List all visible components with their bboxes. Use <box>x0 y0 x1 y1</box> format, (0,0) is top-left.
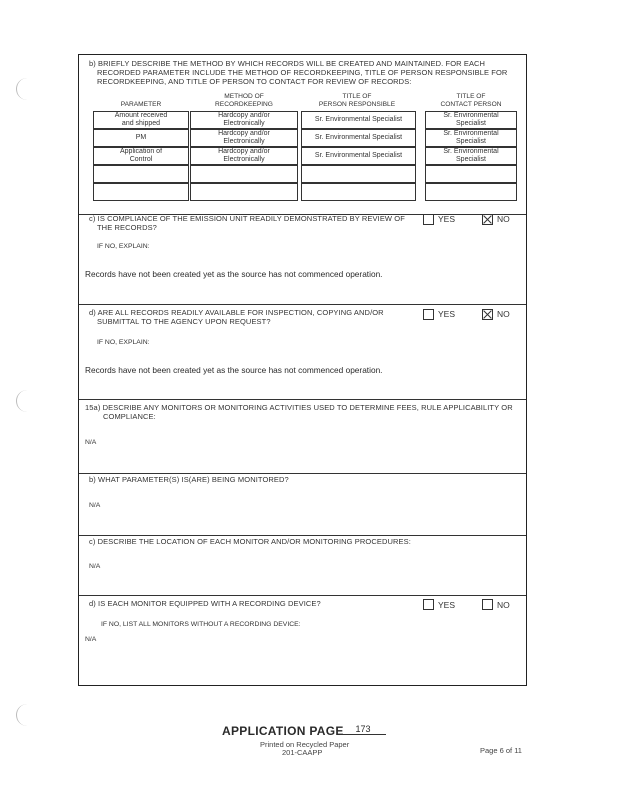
footer-page-number: 173 <box>340 724 386 735</box>
section-d-explain-label: IF NO, EXPLAIN: <box>97 339 150 346</box>
section-15d-list-label: IF NO, LIST ALL MONITORS WITHOUT A RECORDING DEVICE: <box>101 621 301 628</box>
section-15d-yes-label: YES <box>438 600 456 610</box>
section-c-question-line-2: THE RECORDS? <box>97 223 157 232</box>
footer-form-id: 201-CAAPP <box>282 748 323 757</box>
section-c-question-line-1: c) IS COMPLIANCE OF THE EMISSION UNIT READILY DEMONSTRATED BY REVIEW OF <box>89 214 405 223</box>
section-15a-answer[interactable]: N/A <box>85 439 97 446</box>
table-cell-empty[interactable] <box>93 165 189 183</box>
section-15b-answer[interactable]: N/A <box>89 502 101 509</box>
section-divider <box>79 535 526 536</box>
section-15d-answer[interactable]: N/A <box>85 636 97 643</box>
table-cell-empty[interactable] <box>301 165 416 183</box>
section-15b-question: b) WHAT PARAMETER(S) IS(ARE) BEING MONITORED? <box>89 475 289 484</box>
recordkeeping-form <box>78 54 527 686</box>
cell-text: Amount received <box>114 112 168 119</box>
cell-text: Sr. Environmental <box>443 148 499 155</box>
footer-page-of: Page 6 of 11 <box>480 746 522 755</box>
binder-hole-mark <box>16 704 31 726</box>
table-cell-parameter[interactable] <box>93 111 189 129</box>
section-c-explain-label: IF NO, EXPLAIN: <box>97 243 150 250</box>
cell-text: Electronically <box>223 120 265 127</box>
section-b-question-line-2: RECORDED PARAMETER INCLUDE THE METHOD OF RECORDKEEPING, TITLE OF PERSON RESPONSIBLE FOR <box>97 68 508 77</box>
cell-text: Hardcopy and/or <box>218 130 270 137</box>
section-15c-answer[interactable]: N/A <box>89 563 101 570</box>
table-cell-responsible[interactable] <box>301 129 416 147</box>
header-method-line-1: METHOD OF <box>224 93 264 100</box>
header-method-line-2: RECORDKEEPING <box>215 101 273 108</box>
cell-text: Sr. Environmental Specialist <box>314 116 403 123</box>
header-contact-line-2: CONTACT PERSON <box>440 101 502 108</box>
table-cell-responsible[interactable] <box>301 111 416 129</box>
binder-hole-mark <box>16 78 31 100</box>
section-d-yes-label: YES <box>438 309 456 319</box>
cell-text: Specialist <box>456 138 486 145</box>
section-d-question-line-1: d) ARE ALL RECORDS READILY AVAILABLE FOR INSPECTION, COPYING AND/OR <box>89 308 384 317</box>
section-15d-no-label: NO <box>497 600 510 610</box>
table-cell-contact[interactable] <box>425 111 517 129</box>
section-d-yes-checkbox[interactable] <box>423 309 434 320</box>
cell-text: Sr. Environmental Specialist <box>314 134 403 141</box>
section-15a-question-line-2: COMPLIANCE: <box>103 412 156 421</box>
binder-hole-mark <box>16 390 31 412</box>
cell-text: Sr. Environmental <box>443 130 499 137</box>
section-b-question-line-1: b) BRIEFLY DESCRIBE THE METHOD BY WHICH RECORDS WILL BE CREATED AND MAINTAINED. FOR EACH <box>89 59 486 68</box>
cell-text: Electronically <box>223 156 265 163</box>
table-cell-parameter[interactable] <box>93 147 189 165</box>
section-d-no-checkbox[interactable] <box>482 309 493 320</box>
cell-text: Specialist <box>456 156 486 163</box>
table-cell-parameter[interactable] <box>93 129 189 147</box>
cell-text: and shipped <box>121 120 161 127</box>
section-divider <box>79 595 526 596</box>
table-cell-empty[interactable] <box>190 183 298 201</box>
table-cell-contact[interactable] <box>425 129 517 147</box>
cell-text: Specialist <box>456 120 486 127</box>
footer-printed-on: Printed on Recycled Paper <box>260 740 350 749</box>
section-d-no-label: NO <box>497 309 510 319</box>
section-c-answer[interactable]: Records have not been created yet as the source has not commenced operation. <box>85 269 383 279</box>
cell-text: Electronically <box>223 138 265 145</box>
section-15d-question: d) IS EACH MONITOR EQUIPPED WITH A RECORDING DEVICE? <box>89 599 321 608</box>
section-15d-no-checkbox[interactable] <box>482 599 493 610</box>
cell-text: Application of <box>119 148 163 155</box>
header-responsible-line-1: TITLE OF <box>342 93 372 100</box>
section-divider <box>79 473 526 474</box>
table-cell-contact[interactable] <box>425 147 517 165</box>
header-responsible-line-2: PERSON RESPONSIBLE <box>318 101 396 108</box>
table-cell-method[interactable] <box>190 147 298 165</box>
section-c-yes-label: YES <box>438 214 456 224</box>
header-contact-line-1: TITLE OF <box>456 93 486 100</box>
section-c-no-checkbox[interactable] <box>482 214 493 225</box>
section-b-question-line-3: RECORDKEEPING, AND TITLE OF PERSON TO CONTACT FOR REVIEW OF RECORDS: <box>97 77 412 86</box>
table-cell-empty[interactable] <box>93 183 189 201</box>
table-cell-method[interactable] <box>190 111 298 129</box>
section-divider <box>79 399 526 400</box>
cell-text: Sr. Environmental <box>443 112 499 119</box>
table-cell-method[interactable] <box>190 129 298 147</box>
section-15d-yes-checkbox[interactable] <box>423 599 434 610</box>
cell-text: Hardcopy and/or <box>218 148 270 155</box>
section-d-answer[interactable]: Records have not been created yet as the source has not commenced operation. <box>85 365 383 375</box>
table-cell-empty[interactable] <box>301 183 416 201</box>
section-divider <box>79 304 526 305</box>
cell-text: Sr. Environmental Specialist <box>314 152 403 159</box>
header-parameter: PARAMETER <box>120 101 162 108</box>
footer-title: APPLICATION PAGE <box>222 724 344 738</box>
table-cell-responsible[interactable] <box>301 147 416 165</box>
section-c-no-label: NO <box>497 214 510 224</box>
section-15c-question: c) DESCRIBE THE LOCATION OF EACH MONITOR AND/OR MONITORING PROCEDURES: <box>89 537 411 546</box>
table-cell-empty[interactable] <box>190 165 298 183</box>
table-cell-empty[interactable] <box>425 183 517 201</box>
cell-text: Hardcopy and/or <box>218 112 270 119</box>
section-c-yes-checkbox[interactable] <box>423 214 434 225</box>
section-15a-question-line-1: 15a) DESCRIBE ANY MONITORS OR MONITORING ACTIVITIES USED TO DETERMINE FEES, RULE APPLICABILITY OR <box>85 403 513 412</box>
cell-text: Control <box>129 156 153 163</box>
cell-text: PM <box>135 134 147 141</box>
table-cell-empty[interactable] <box>425 165 517 183</box>
section-d-question-line-2: SUBMITTAL TO THE AGENCY UPON REQUEST? <box>97 317 271 326</box>
